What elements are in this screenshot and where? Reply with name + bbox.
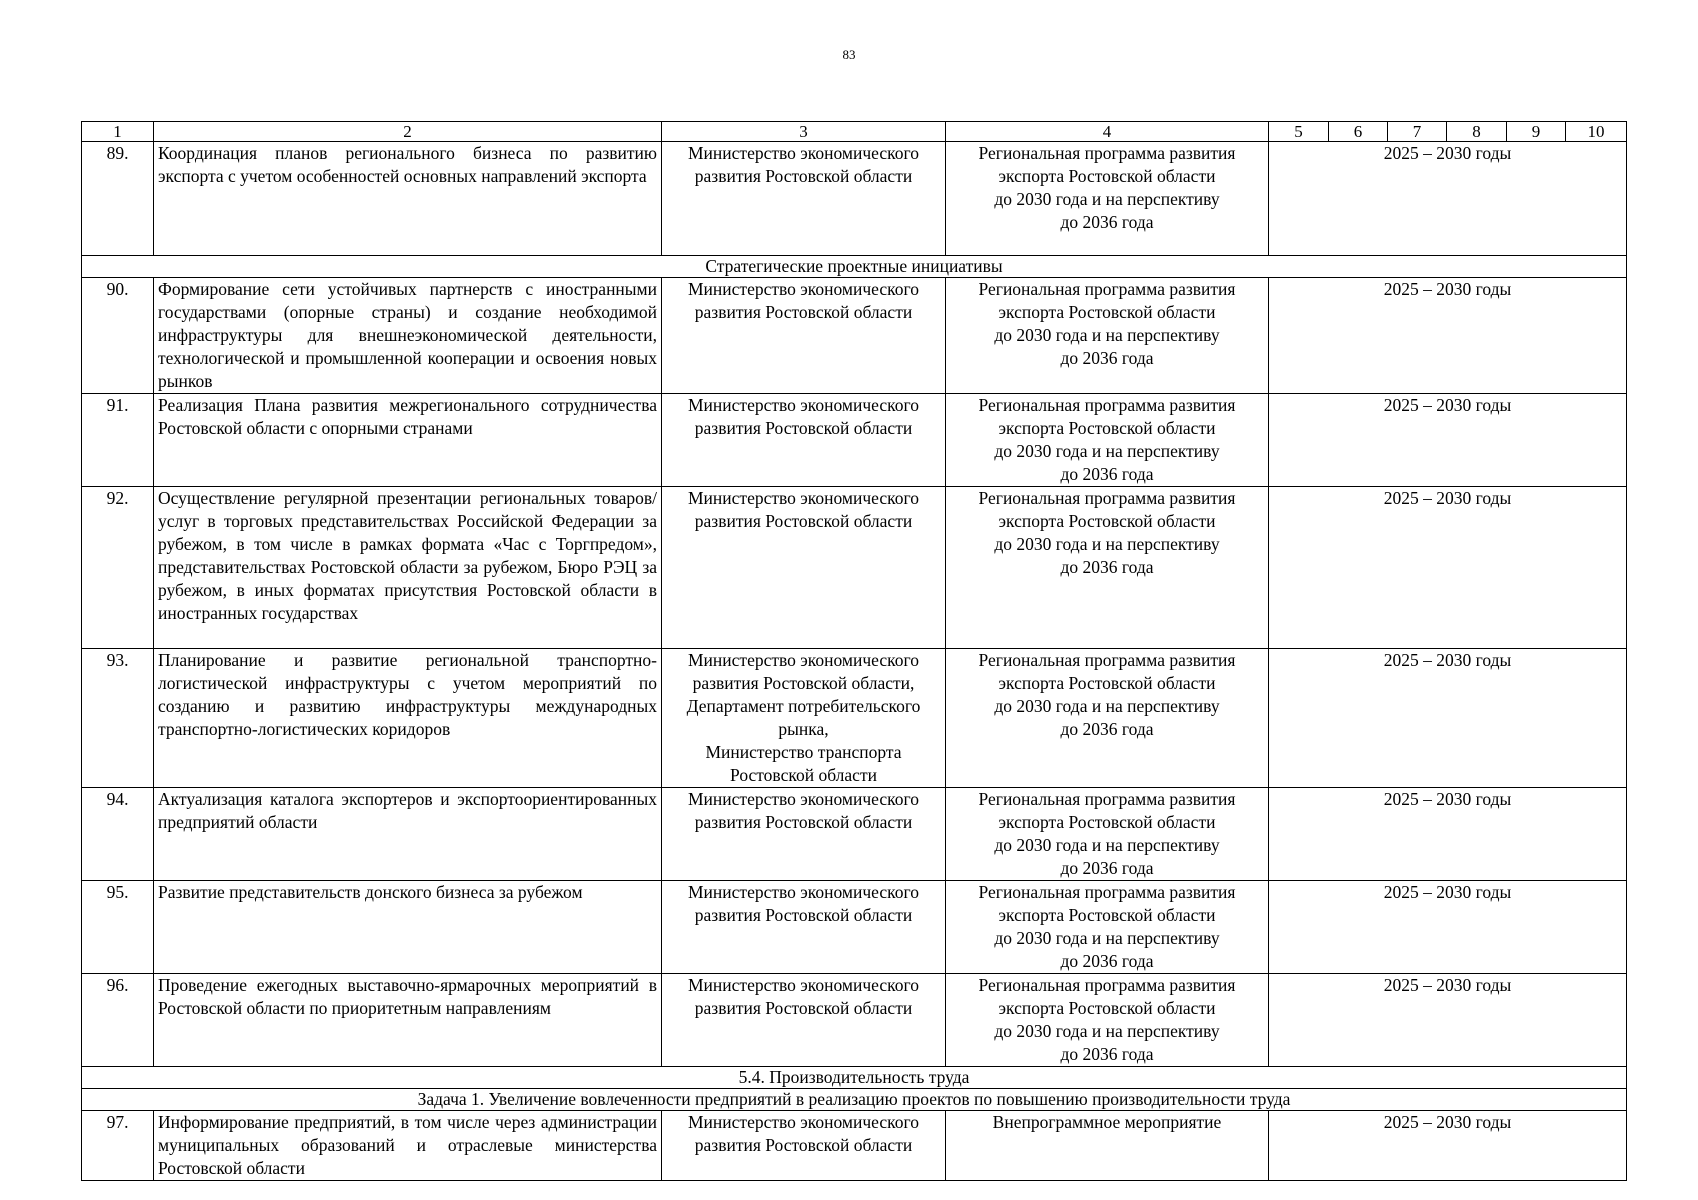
period-cell: 2025 – 2030 годы: [1269, 649, 1627, 788]
funding-source-line: экспорта Ростовской области: [998, 418, 1216, 438]
executor-line: Департамент потребительского: [686, 696, 921, 716]
activities-table: [81, 121, 1627, 1181]
funding-source-line: экспорта Ростовской области: [998, 998, 1216, 1018]
funding-source-line: экспорта Ростовской области: [998, 812, 1216, 832]
executor-line: Министерство экономического: [688, 650, 919, 670]
activity-cell: Проведение ежегодных выставочно-ярмарочных мероприятий в Ростовской области по приоритетным направлениям: [154, 974, 662, 1067]
funding-source-cell: [946, 278, 1269, 394]
header-cell: 3: [662, 122, 946, 142]
period-cell: 2025 – 2030 годы: [1269, 881, 1627, 974]
executor-cell: [662, 649, 946, 788]
executor-cell: [662, 881, 946, 974]
funding-source-cell: [946, 881, 1269, 974]
funding-source-line: до 2036 года: [1060, 951, 1154, 971]
executor-line: развития Ростовской области: [694, 905, 913, 925]
executor-line: развития Ростовской области: [694, 998, 913, 1018]
executor-cell: [662, 788, 946, 881]
funding-source-line: Региональная программа развития: [978, 882, 1236, 902]
table-row: [82, 1111, 1627, 1181]
period-cell: 2025 – 2030 годы: [1269, 1111, 1627, 1181]
table-row: [82, 278, 1627, 394]
table-row: [82, 974, 1627, 1067]
executor-line: Министерство экономического: [688, 395, 919, 415]
funding-source-line: экспорта Ростовской области: [998, 302, 1216, 322]
funding-source-line: экспорта Ростовской области: [998, 905, 1216, 925]
table-row: [82, 142, 1627, 256]
section-heading-row: [82, 256, 1627, 278]
activity-cell: Формирование сети устойчивых партнерств с иностранными государствами (опорные страны) и создание необходимой инфраструктуры для внешнеэкономической деятельности, технологической и промышленной кооперации и освоения новых рынков: [154, 278, 662, 394]
funding-source-line: до 2036 года: [1060, 557, 1154, 577]
funding-source-cell: [946, 487, 1269, 649]
funding-source-line: до 2030 года и на перспективу: [994, 441, 1220, 461]
funding-source-cell: [946, 394, 1269, 487]
period-cell: 2025 – 2030 годы: [1269, 974, 1627, 1067]
row-number: 96.: [82, 974, 154, 1067]
row-number: 95.: [82, 881, 154, 974]
executor-line: развития Ростовской области: [694, 511, 913, 531]
executor-cell: [662, 394, 946, 487]
executor-line: Ростовской области: [730, 765, 877, 785]
header-cell: 8: [1447, 122, 1507, 142]
activity-cell: Развитие представительств донского бизнеса за рубежом: [154, 881, 662, 974]
funding-source-line: Региональная программа развития: [978, 143, 1236, 163]
row-number: 91.: [82, 394, 154, 487]
executor-line: развития Ростовской области: [694, 302, 913, 322]
funding-source-line: до 2030 года и на перспективу: [994, 696, 1220, 716]
activity-cell: Координация планов регионального бизнеса по развитию экспорта с учетом особенностей основных направлений экспорта: [154, 142, 662, 256]
period-cell: 2025 – 2030 годы: [1269, 788, 1627, 881]
funding-source-line: Внепрограммное мероприятие: [992, 1112, 1222, 1132]
funding-source-line: Региональная программа развития: [978, 488, 1236, 508]
section-heading-row: [82, 1067, 1627, 1089]
header-cell: 1: [82, 122, 154, 142]
executor-line: Министерство экономического: [688, 279, 919, 299]
funding-source-line: до 2036 года: [1060, 348, 1154, 368]
funding-source-line: до 2030 года и на перспективу: [994, 835, 1220, 855]
header-cell: 2: [154, 122, 662, 142]
executor-cell: [662, 142, 946, 256]
funding-source-cell: [946, 974, 1269, 1067]
funding-source-line: Региональная программа развития: [978, 975, 1236, 995]
section-heading: 5.4. Производительность труда: [82, 1067, 1627, 1089]
executor-line: Министерство экономического: [688, 882, 919, 902]
funding-source-cell: [946, 142, 1269, 256]
page-number: 83: [842, 47, 856, 62]
funding-source-cell: [946, 649, 1269, 788]
row-number: 94.: [82, 788, 154, 881]
executor-line: Министерство экономического: [688, 143, 919, 163]
executor-line: Министерство транспорта: [705, 742, 902, 762]
header-cell: 5: [1269, 122, 1329, 142]
funding-source-line: Региональная программа развития: [978, 395, 1236, 415]
funding-source-line: до 2030 года и на перспективу: [994, 928, 1220, 948]
section-heading: Стратегические проектные инициативы: [82, 256, 1627, 278]
funding-source-line: до 2036 года: [1060, 1044, 1154, 1064]
row-number: 92.: [82, 487, 154, 649]
executor-line: Министерство экономического: [688, 1112, 919, 1132]
executor-line: развития Ростовской области: [694, 1135, 913, 1155]
funding-source-line: до 2036 года: [1060, 464, 1154, 484]
executor-cell: [662, 1111, 946, 1181]
activity-cell: Реализация Плана развития межрегионального сотрудничества Ростовской области с опорными странами: [154, 394, 662, 487]
table-header-row: [82, 122, 1627, 142]
funding-source-cell: [946, 788, 1269, 881]
funding-source-line: Региональная программа развития: [978, 650, 1236, 670]
executor-line: Министерство экономического: [688, 488, 919, 508]
header-cell: 9: [1507, 122, 1566, 142]
header-cell: 4: [946, 122, 1269, 142]
row-number: 90.: [82, 278, 154, 394]
funding-source-line: до 2030 года и на перспективу: [994, 325, 1220, 345]
header-cell: 7: [1388, 122, 1447, 142]
section-heading: Задача 1. Увеличение вовлеченности предприятий в реализацию проектов по повышению производительности труда: [82, 1089, 1627, 1111]
header-cell: 6: [1329, 122, 1388, 142]
executor-line: развития Ростовской области: [694, 812, 913, 832]
funding-source-line: до 2030 года и на перспективу: [994, 534, 1220, 554]
section-heading-row: [82, 1089, 1627, 1111]
row-number: 89.: [82, 142, 154, 256]
period-cell: 2025 – 2030 годы: [1269, 487, 1627, 649]
period-cell: 2025 – 2030 годы: [1269, 394, 1627, 487]
table-row: [82, 487, 1627, 649]
funding-source-line: до 2030 года и на перспективу: [994, 189, 1220, 209]
funding-source-line: Региональная программа развития: [978, 279, 1236, 299]
funding-source-line: Региональная программа развития: [978, 789, 1236, 809]
executor-cell: [662, 487, 946, 649]
funding-source-cell: [946, 1111, 1269, 1181]
table-row: [82, 394, 1627, 487]
table-row: [82, 649, 1627, 788]
executor-line: рынка,: [778, 719, 829, 739]
executor-cell: [662, 278, 946, 394]
funding-source-line: до 2036 года: [1060, 212, 1154, 232]
activity-cell: Информирование предприятий, в том числе через администрации муниципальных образований и отраслевые министерства Ростовской области: [154, 1111, 662, 1181]
executor-cell: [662, 974, 946, 1067]
executor-line: Министерство экономического: [688, 789, 919, 809]
executor-line: развития Ростовской области: [694, 166, 913, 186]
funding-source-line: до 2030 года и на перспективу: [994, 1021, 1220, 1041]
table-row: [82, 881, 1627, 974]
period-cell: 2025 – 2030 годы: [1269, 142, 1627, 256]
activity-cell: Актуализация каталога экспортеров и экспортоориентированных предприятий области: [154, 788, 662, 881]
row-number: 93.: [82, 649, 154, 788]
funding-source-line: экспорта Ростовской области: [998, 673, 1216, 693]
executor-line: развития Ростовской области,: [692, 673, 915, 693]
executor-line: развития Ростовской области: [694, 418, 913, 438]
period-cell: 2025 – 2030 годы: [1269, 278, 1627, 394]
funding-source-line: до 2036 года: [1060, 858, 1154, 878]
funding-source-line: экспорта Ростовской области: [998, 166, 1216, 186]
activity-cell: Осуществление регулярной презентации региональных товаров/услуг в торговых представительствах Российской Федерации за рубежом, в том числе в рамках формата «Час с Торгпредом», представительствах Ростовской области за рубежом, Бюро РЭЦ за рубежом, в иных форматах присутствия Ростовской области в иностранных государствах: [154, 487, 662, 649]
row-number: 97.: [82, 1111, 154, 1181]
funding-source-line: до 2036 года: [1060, 719, 1154, 739]
executor-line: Министерство экономического: [688, 975, 919, 995]
table-row: [82, 788, 1627, 881]
funding-source-line: экспорта Ростовской области: [998, 511, 1216, 531]
activity-cell: Планирование и развитие региональной транспортно-логистической инфраструктуры с учетом мероприятий по созданию и развитию инфраструктуры международных транспортно-логистических коридоров: [154, 649, 662, 788]
header-cell: 10: [1566, 122, 1627, 142]
